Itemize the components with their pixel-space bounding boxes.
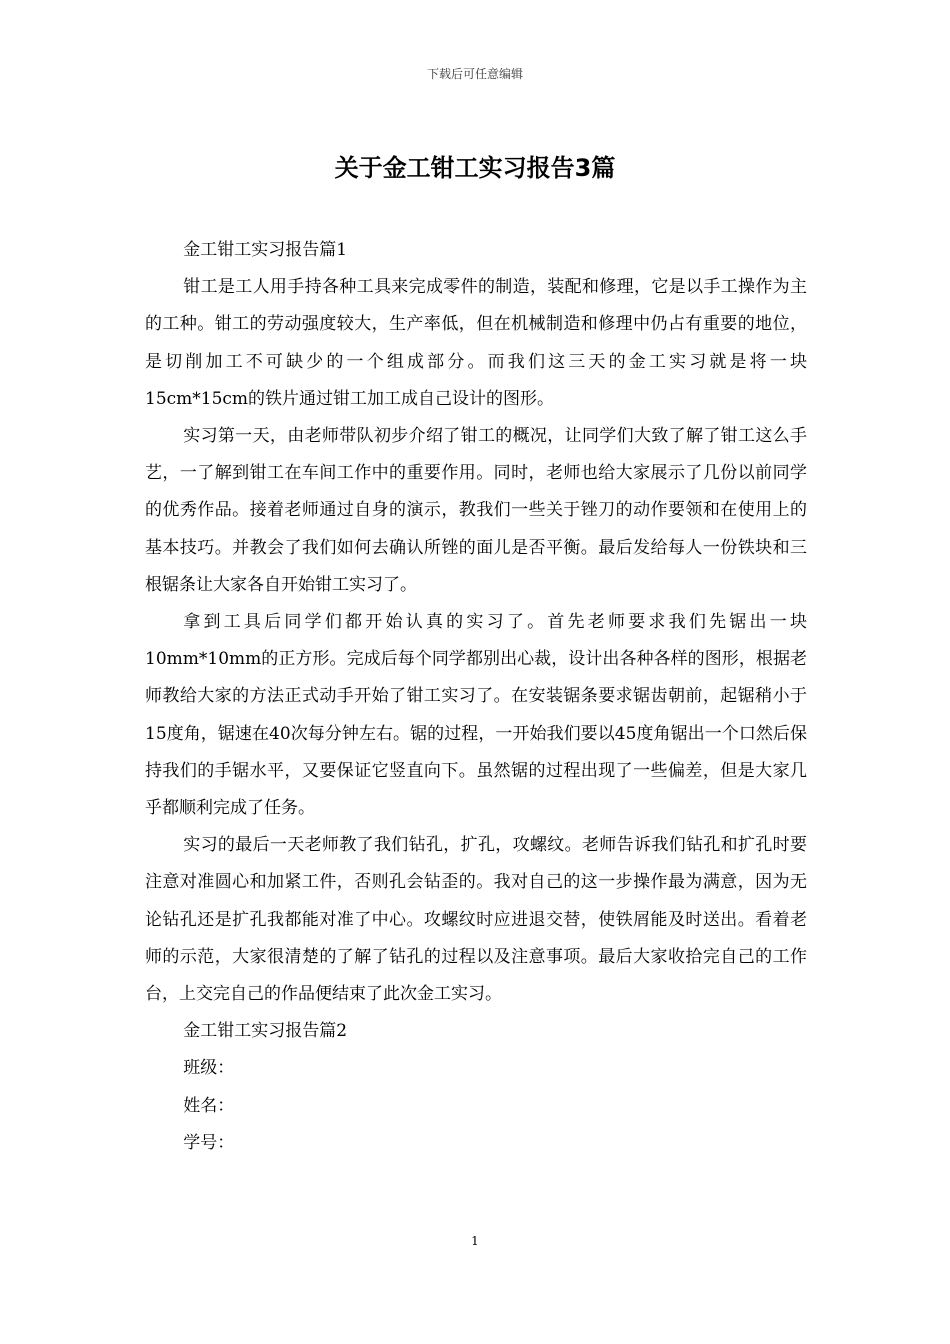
paragraph: 钳工是工人用手持各种工具来完成零件的制造，装配和修理，它是以手工操作为主的工种。钳工的劳动强度较大，生产率低，但在机械制造和修理中仍占有重要的地位，是切削加工不可缺少的一个组成部分。而我们这三天的金工实习就是将一块15cm*15cm的铁片通过钳工加工成自己设计的图形。 xyxy=(145,277,807,409)
paragraph: 实习第一天，由老师带队初步介绍了钳工的概况，让同学们大致了解了钳工这么手艺，一了解到钳工在车间工作中的重要作用。同时，老师也给大家展示了几份以前同学的优秀作品。接着老师通过自身的演示，教我们一些关于锉刀的动作要领和在使用上的基本技巧。并教会了我们如何去确认所锉的面儿是否平衡。最后发给每人一份铁块和三根锯条让大家各自开始钳工实习了。 xyxy=(145,426,807,595)
document-body xyxy=(145,232,807,1162)
header-note: 下载后可任意编辑 xyxy=(426,67,523,81)
section-heading-2: 金工钳工实习报告篇2 xyxy=(183,1021,348,1042)
name-field-label: 姓名： xyxy=(183,1095,235,1116)
paragraph: 实习的最后一天老师教了我们钻孔，扩孔，攻螺纹。老师告诉我们钻孔和扩孔时要注意对准圆心和加紧工件，否则孔会钻歪的。我对自己的这一步操作最为满意，因为无论钻孔还是扩孔我都能对准了中心。攻螺纹时应进退交替，使铁屑能及时送出。看着老师的示范，大家很清楚的了解了钻孔的过程以及注意事项。最后大家收拾完自己的工作台，上交完自己的作品便结束了此次金工实习。 xyxy=(145,835,807,1005)
student-id-field-label: 学号： xyxy=(183,1132,235,1153)
paragraph: 拿到工具后同学们都开始认真的实习了。首先老师要求我们先锯出一块10mm*10mm的正方形。完成后每个同学都别出心裁，设计出各种各样的图形，根据老师教给大家的方法正式动手开始了钳工实习了。在安装锯条要求锯齿朝前，起锯稍小于15度角，锯速在40次每分钟左右。锯的过程，一开始我们要以45度角锯出一个口然后保持我们的手锯水平，又要保证它竖直向下。虽然锯的过程出现了一些偏差，但是大家几乎都顺利完成了任务。 xyxy=(145,612,807,819)
section-heading-1: 金工钳工实习报告篇1 xyxy=(183,240,348,260)
class-field-label: 班级： xyxy=(183,1058,235,1079)
page-number: 1 xyxy=(471,1234,479,1248)
document-title: 关于金工钳工实习报告3篇 xyxy=(334,154,616,182)
